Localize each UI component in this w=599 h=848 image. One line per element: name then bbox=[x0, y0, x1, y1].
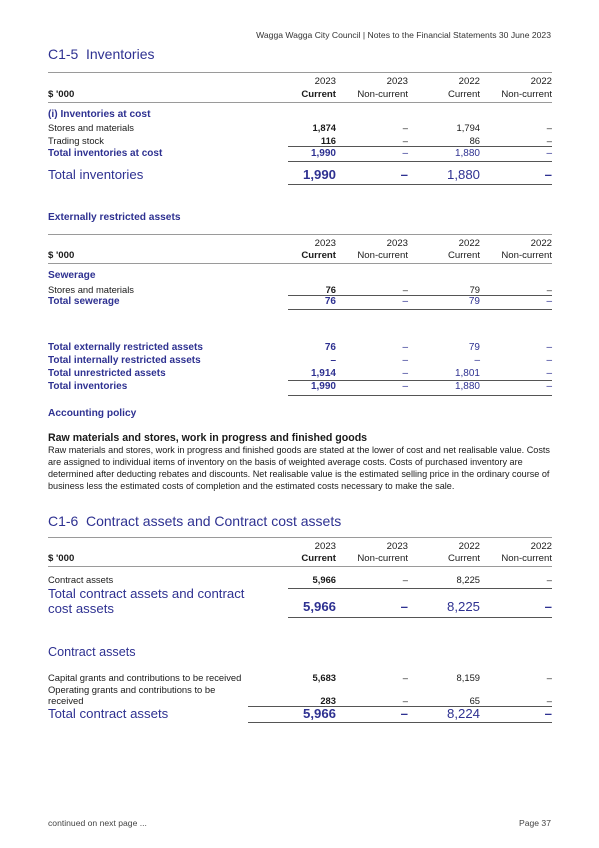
col-type: Current bbox=[301, 89, 336, 100]
total-rule bbox=[288, 309, 552, 310]
divider bbox=[48, 263, 552, 264]
total-label: Total contract assets and contract cost assets bbox=[48, 586, 245, 616]
section-number: C1-5 bbox=[48, 46, 79, 62]
section-title: Inventories bbox=[86, 46, 155, 62]
unit-label: $ '000 bbox=[48, 89, 75, 100]
col-year: 2023 bbox=[386, 76, 408, 87]
total-rule bbox=[288, 617, 552, 618]
divider bbox=[48, 72, 552, 73]
divider bbox=[48, 566, 552, 567]
col-type: Current bbox=[448, 89, 480, 100]
col-type: Non-current bbox=[501, 89, 552, 100]
total-rule bbox=[288, 161, 552, 162]
col-type: Non-current bbox=[357, 89, 408, 100]
row-label: Operating grants and contributions to be received bbox=[48, 684, 216, 706]
group-heading: (i) Inventories at cost bbox=[48, 109, 151, 120]
page-header: Wagga Wagga City Council | Notes to the Financial Statements 30 June 2023 bbox=[256, 30, 551, 40]
contract-assets-heading: Contract assets bbox=[48, 645, 136, 659]
total-rule bbox=[288, 588, 552, 589]
total-rule bbox=[288, 146, 552, 147]
continued-note: continued on next page ... bbox=[48, 818, 147, 828]
total-rule bbox=[288, 184, 552, 185]
page-number: Page 37 bbox=[518, 818, 551, 828]
section-heading-c1-6 bbox=[48, 513, 341, 529]
policy-heading: Accounting policy bbox=[48, 408, 137, 419]
policy-paragraph: Raw materials and stores, work in progress and finished goods are stated at the lower of cost and net realisable value. Costs are assigned to individual items of inventory on the basis of weighted average costs. Costs of purchased inventory are determined after deducting rebates and discounts. Net realisable value is the estimated selling price in the ordinary course of business less the estimated costs of completion and the estimated costs necessary to make the sale. bbox=[48, 445, 550, 491]
divider bbox=[48, 537, 552, 538]
subsection-heading: Externally restricted assets bbox=[48, 212, 181, 223]
section-heading-c1-5 bbox=[48, 46, 154, 62]
policy-subheading: Raw materials and stores, work in progress and finished goods bbox=[48, 432, 368, 444]
group-heading: Sewerage bbox=[48, 270, 96, 281]
section-number: C1-6 bbox=[48, 513, 79, 529]
col-year: 2022 bbox=[458, 76, 480, 87]
total-rule bbox=[248, 722, 552, 723]
divider bbox=[48, 102, 552, 103]
col-year: 2022 bbox=[530, 76, 552, 87]
total-rule bbox=[288, 395, 552, 396]
col-year: 2023 bbox=[314, 76, 336, 87]
section-title: Contract assets and Contract cost assets bbox=[86, 513, 342, 529]
divider bbox=[48, 234, 552, 235]
